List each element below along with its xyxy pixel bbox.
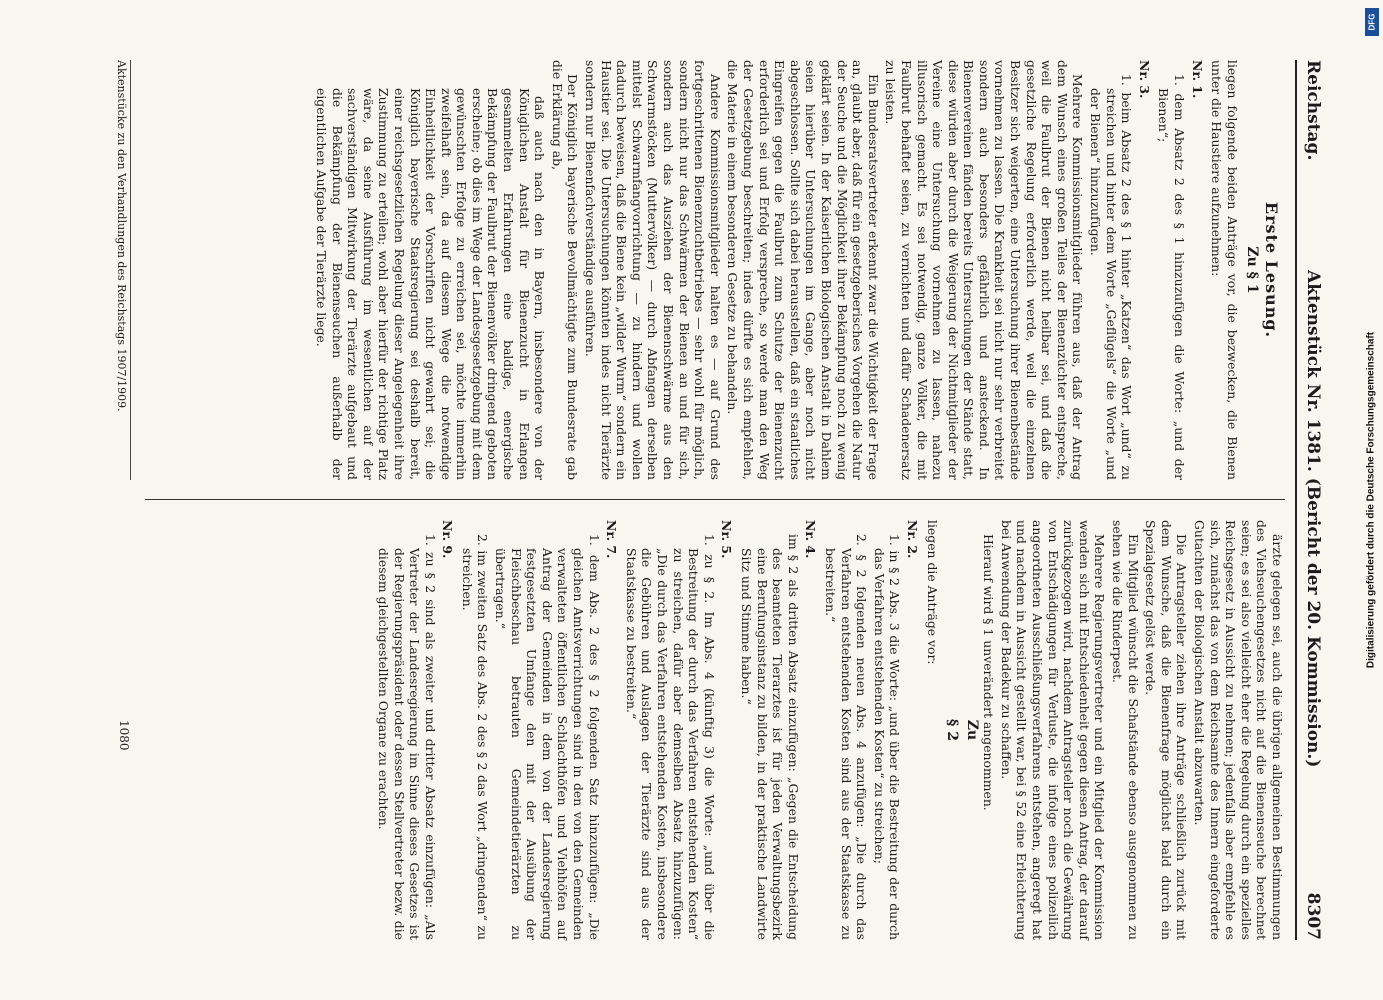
dfg-logo: DFG — [1365, 8, 1379, 36]
right-column-paragraph: Mehrere Regierungsvertreter und ein Mitglied der Kommission wenden sich mit Entschiedenheit gegen diesen Antrag, der darauf zurückgezogen wird, nachdem Antragsteller noch die Gewährung von Entschädigungen für Verluste, die infolge eines polizeilich angeordneten Ausschließungsverfahrens entstehen, angeregt hat und nachdem in Aussicht gestellt war, bei § 52 eine Erleichterung bei Anwendung der Badekur zu schaffen. — [998, 520, 1108, 940]
document-page — [41, 20, 1341, 980]
header-rule — [1295, 60, 1297, 940]
left-column-paragraph: 1. dem Absatz 2 des § 1 hinzuzufügen die Worte: „und der Bienen“; — [1156, 74, 1188, 480]
right-column-paragraph: Nr. 2. — [904, 520, 920, 559]
right-column-paragraph: 2. § 2 folgenden neuen Abs. 4 anzufügen: „Die durch das Verfahren entstehenden Kosten sind aus der Staatskasse zu bestreiten.“ — [822, 534, 870, 940]
page-header — [1297, 20, 1323, 980]
right-column-paragraph: Nr. 7. — [604, 520, 620, 559]
left-column-paragraph: Der Königlich bayerische Bevollmächtigte zum Bundesrate gab die Erklärung ab, — [549, 60, 581, 480]
right-column-paragraph: Ein Mitglied wünscht die Schafstände ebenso ausgenommen zu sehen wie die Rinderpest. — [1110, 520, 1141, 940]
right-column-paragraph: Nr. 4. — [803, 520, 819, 559]
right-column-paragraph: Hierauf wird § 1 unverändert angenommen. — [981, 534, 997, 811]
right-column-paragraph: Zu — [963, 719, 980, 741]
left-column-paragraph: daß auch nach den in Bayern, insbesondere von der Königlichen Anstalt für Bienenzucht in Erlangen gesammelten Erfahrungen eine baldige, energische Bekämpfung der Faulbrut der Bienenvölker dringend geboten erscheine; ob dies im Wege der Landesgesetzgebung mit dem gewünschten Erfolge zu erreichen sei, möchte immerhin zweifelhaft sein, da auf diesem Wege die notwendige Einheitlichkeit der Vorschriften nicht gewahrt sei; die Königlich bayerische Staatsregierung sei deshalb bereit, einer reichsgesetzlichen Regelung dieser Angelegenheit ihre Zustimmung zu erteilen; wohl aber hierfür der richtige Platz wäre, da seine Ausführung im wesentlichen auf der sachverständigen Mitwirkung der Tierärzte aufgebaut und die Bekämpfung der Bienenseuchen außerhalb der eigentlichen Aufgabe der Tierärzte liege. — [313, 88, 548, 480]
left-column-paragraph: Nr. 1. — [1189, 60, 1205, 99]
header-left: Reichstag. — [1303, 60, 1323, 161]
left-column-paragraph: Mehrere Kommissionsmitglieder führen aus, daß der Antrag dem Wunsch eines großen Teiles der Bienenzüchter entspreche, weil die Faulbrut der Bienen nicht heilbar sei, und daß die gesetzliche Regelung erforderlich werde, weil die einzelnen Besitzer sich weigerten, eine Untersuchung ihrer Bienenbestände vornehmen zu lassen. Die Krankheit sei nicht nur sehr verbreitet sondern auch besonders gefährlich und ansteckend. In Bienenvereinen fänden bereits Untersuchungen der Stände statt, diese würden aber durch die Weigerung der Nichtmitglieder der Vereine eine Untersuchung vornehmen zu lassen, nahezu illusorisch gemacht. Es sei notwendig, ganze Völker, die mit Faulbrut behaftet seien, zu vernichten und dafür Schadenersatz zu leisten. — [883, 60, 1086, 480]
signature-mark: 1080 — [117, 720, 131, 751]
page-number: 8307 — [1303, 892, 1323, 940]
column-divider — [145, 499, 1285, 500]
side-margin — [1363, 0, 1379, 1000]
right-column-paragraph: Nr. 5. — [719, 520, 735, 559]
left-column-paragraph: Andere Kommissionsmitglieder halten es — auf Grund des fortgeschrittenen Bienenzuchtbetriebes — sehr wohl für möglich, sondern nicht nur das Schwärmen der Bienen an und für sich, sondern auch das Ausziehen der Bienenschwärme aus den Schwarmstöcken (Muttervölker) — durch Abfangen derselben mittelst Schwarmfangvorrichtung — zu hindern und wollen dadurch beweisen, daß die Biene kein „wilder Wurm“ sondern ein Haustier sei. Die Untersuchungen könnten indes nicht Tierärzte sondern nur Bienenfachverständige ausführen. — [583, 60, 723, 480]
right-column-paragraph: 1. zu § 2 sind als zweiter und dritter Absatz einzufügen: „Als Vertreter der Landesregierung im Sinne dieses Gesetzes ist der Regierungspräsident oder dessen Stellvertreter bezw. die diesem gleichgestellten Organe zu erachten. — [375, 534, 438, 940]
right-column-paragraph: 1. dem Abs. 2 des § 2 folgenden Satz hinzuzufügen: „Die gleichen Amtsverrichtungen sind in den von den Gemeinden verwalteten öffentlichen Schlachthöfen und Viehhöfen auf Antrag der Gemeinden in dem von der Landesregierung festgesetzten Umfange den mit der Ausübung der Fleischbeschau betrauten Gemeindetierärzten zu übertragen.“ — [493, 534, 602, 940]
right-column-paragraph: im § 2 als dritten Absatz einzufügen: „Gegen die Entscheidung des beamteten Tierarztes ist für jeden Verwaltungsbezirk eine Berufungsinstanz zu bilden, in der praktische Landwirte Sitz und Stimme haben.“ — [739, 534, 801, 940]
left-column — [311, 60, 1285, 480]
right-column-paragraph: liegen die Anträge vor: — [924, 520, 940, 665]
right-column-paragraph: 2. im zweiten Satz des Abs. 2 des § 2 das Wort „dringenden“ zu streichen. — [459, 534, 491, 940]
left-column-paragraph: Erste Lesung. — [1262, 201, 1281, 339]
footnote: Aktenstücke zu den Verhandlungen des Reichstags 1907/1909. — [115, 60, 131, 480]
right-column-paragraph: § 2 — [944, 719, 961, 741]
digitization-note: Digitalisierung gefördert durch die Deutsche Forschungsgemeinschaft — [1365, 331, 1377, 669]
right-column — [373, 520, 1285, 940]
left-column-paragraph: 1. beim Absatz 2 des § 1 hinter „Katzen“ das Wort „und“ zu streichen und hinter dem Worte „Geflügels“ die Worte „und der Bienen“ hinzuzufügen. — [1088, 74, 1135, 480]
left-column-paragraph: Zu § 1 — [1244, 246, 1261, 294]
left-column-paragraph: liegen folgende beiden Anträge vor, die bezwecken, die Bienen unter die Haustiere aufzunehmen: — [1209, 60, 1240, 480]
right-column-paragraph: Die Antragsteller ziehen ihre Anträge schließlich zurück mit dem Wunsche, daß die Bienenfrage möglichst bald durch ein Spezialgesetz gelöst werde. — [1143, 520, 1190, 940]
right-column-paragraph: Nr. 9. — [440, 520, 456, 559]
header-center: Aktenstück Nr. 1381. (Bericht der 20. Kommission.) — [1303, 270, 1323, 768]
left-column-paragraph: Ein Bundesratsvertreter erkennt zwar die Wichtigkeit der Frage an, glaubt aber, daß für ein gesetzgeberisches Vorgehen die Natur der Seuche und die Möglichkeit ihrer Bekämpfung noch zu wenig geklärt seien. In der Kaiserlichen Biologischen Anstalt in Dahlem seien hierüber Untersuchungen im Gange, aber noch nicht abgeschlossen. Sollte sich dabei herausstellen, daß ein staatliches Eingreifen gegen die Faulbrut zum Schutze der Bienenzucht erforderlich sei und Erfolg verspreche, so werde man den Weg der Gesetzgebung beschreiten; indes dürfte es sich empfehlen, die Materie in einem besonderen Gesetze zu behandeln. — [725, 60, 881, 480]
right-column-paragraph: 1. zu § 2. Im Abs. 4 (künftig 3) die Worte: „und über die Bestreitung der durch das Verfahren entstehenden Kosten“ zu streichen, dafür aber demselben Absatz hinzuzufügen: „Die durch das Verfahren entstehenden Kosten, insbesondere die Gebühren und Auslagen der Tierärzte sind aus der Staatskasse zu bestreiten.“ — [623, 534, 717, 940]
right-column-paragraph: 1. in § 2 Abs. 3 die Worte: „und über die Bestreitung der durch das Verfahren entstehenden Kosten“ zu streichen; — [871, 534, 903, 940]
left-column-paragraph: Nr. 3. — [1136, 60, 1152, 99]
right-column-paragraph: ärzte gelegen sei, auch die übrigen allgemeinen Bestimmungen des Viehseuchengesetzes nicht auf die Bienenseuche berechnet seien; es sei also vielleicht eher die Regelung durch ein spezielles Reichsgesetz in Aussicht zu nehmen; jedenfalls aber empfehle es sich, zunächst das von dem Reichsamte des Innern eingeforderte Gutachten der Biologischen Anstalt abzuwarten. — [1192, 520, 1285, 940]
